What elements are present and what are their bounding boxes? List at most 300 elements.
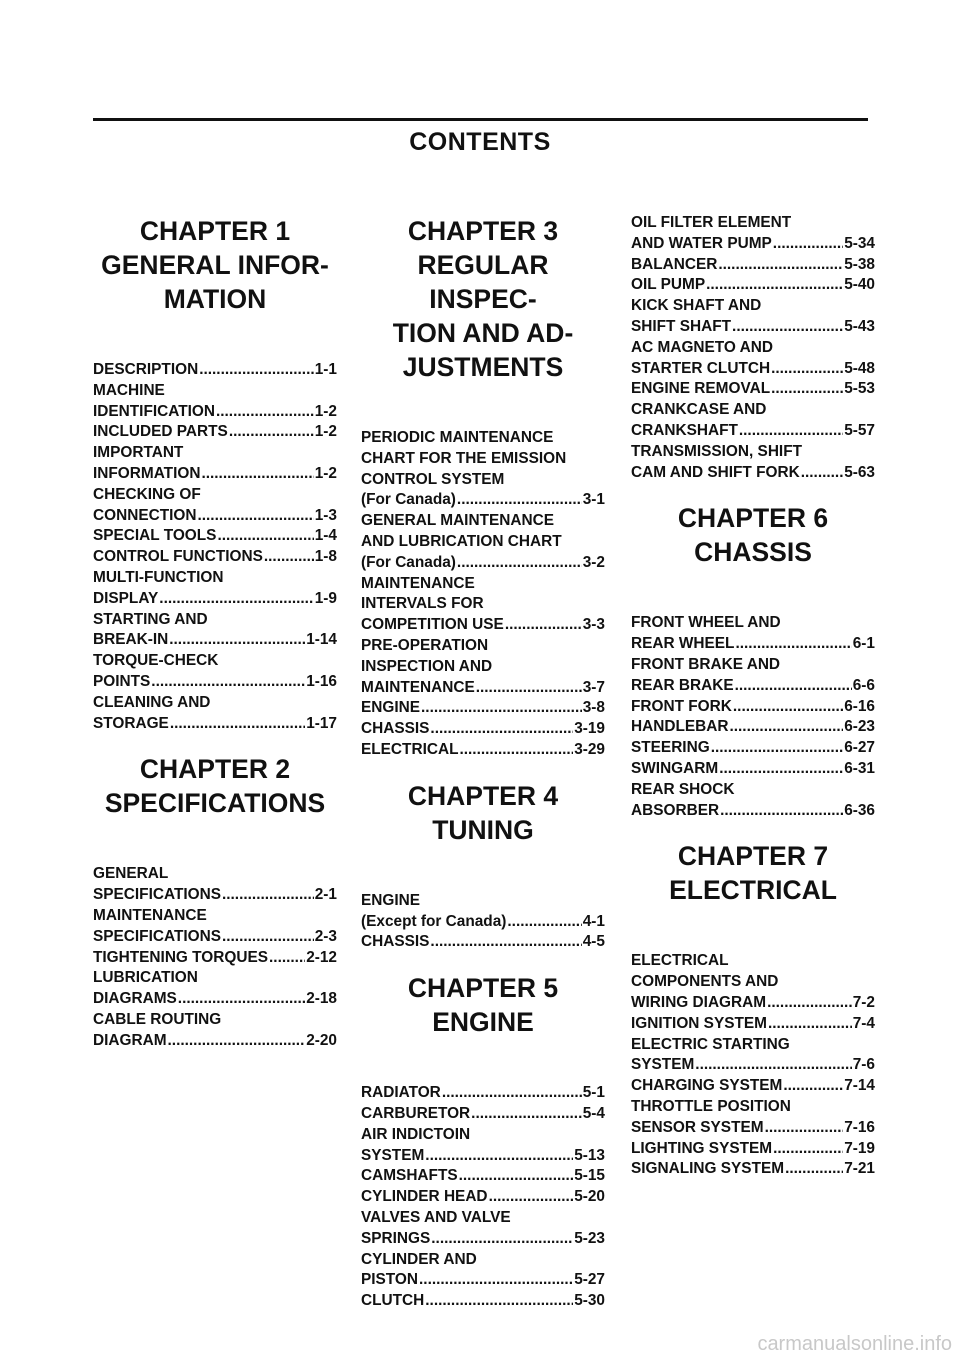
dot-leader	[199, 360, 314, 381]
toc-entry-title-line: KICK SHAFT AND	[631, 297, 762, 315]
toc-entry-last-line	[93, 547, 337, 568]
dot-leader	[695, 1055, 851, 1076]
toc-page-number: 1-16	[306, 672, 337, 690]
chapter-heading-line: TUNING	[432, 814, 534, 845]
toc-page-number: 7-4	[852, 1014, 875, 1032]
toc-entry-last-line	[361, 740, 605, 761]
toc-entry-last-line	[631, 993, 875, 1014]
dot-leader	[457, 553, 582, 574]
dot-leader	[711, 738, 844, 759]
toc-entry-last-line	[631, 1118, 875, 1139]
dot-leader	[169, 630, 305, 651]
toc-entry-last-line	[361, 615, 605, 636]
toc-entry-title-line: AC MAGNETO AND	[631, 338, 773, 356]
dot-leader	[430, 719, 573, 740]
toc-entry[interactable]	[631, 1076, 875, 1097]
toc-entry[interactable]	[361, 1083, 605, 1104]
toc-entry[interactable]	[93, 547, 337, 568]
toc-entry-title-line: ELECTRIC STARTING	[631, 1035, 790, 1053]
toc-entry-title-line: BALANCER	[631, 255, 718, 273]
toc-entry-title-line: REAR BRAKE	[631, 676, 734, 694]
chapter-heading-line: REGULAR INSPEC-	[417, 250, 549, 314]
chapter-heading	[361, 779, 605, 847]
dot-leader	[217, 526, 313, 547]
toc-entry[interactable]	[93, 693, 337, 735]
toc-entry[interactable]	[631, 379, 875, 400]
toc-entry-last-line	[361, 1083, 605, 1104]
top-rule	[93, 118, 868, 121]
chapter-heading-line: CHAPTER 2	[139, 754, 291, 785]
dot-leader	[735, 634, 851, 655]
chapter-heading	[93, 214, 337, 316]
toc-entry[interactable]	[631, 738, 875, 759]
toc-entry-last-line	[631, 1139, 875, 1160]
toc-entry[interactable]	[631, 255, 875, 276]
dot-leader	[222, 927, 314, 948]
toc-entry-title-line: CHECKING OF	[93, 485, 201, 503]
toc-entry[interactable]	[361, 1250, 605, 1292]
toc-entry-title-line: AND LUBRICATION CHART	[361, 532, 562, 550]
toc-entry-last-line	[93, 589, 337, 610]
toc-entry-title-line: FRONT WHEEL AND	[631, 614, 781, 632]
toc-entry-title-line: SPECIFICATIONS	[93, 927, 221, 945]
dot-leader	[785, 1159, 843, 1180]
toc-entry-last-line	[93, 927, 337, 948]
toc-page-number: 1-14	[306, 631, 337, 649]
toc-entry-last-line	[361, 1187, 605, 1208]
chapter-heading-line: ENGINE	[432, 1007, 534, 1038]
toc-entry-title-line: TIGHTENING TORQUES	[93, 948, 269, 966]
chapter-heading	[631, 839, 875, 907]
toc-entry-last-line	[631, 634, 875, 655]
toc-entry-last-line	[361, 932, 605, 953]
dot-leader	[507, 912, 581, 933]
toc-entry-last-line	[93, 1031, 337, 1052]
toc-entry-title-line: CAM AND SHIFT FORK	[631, 463, 800, 481]
toc-page-number: 4-5	[582, 933, 605, 951]
dot-leader	[229, 422, 314, 443]
toc-page-number: 5-34	[844, 234, 875, 252]
toc-entry[interactable]	[93, 610, 337, 652]
toc-entry-title-line: IDENTIFICATION	[93, 402, 215, 420]
toc-entry-last-line	[361, 698, 605, 719]
chapter-heading-line: CHAPTER 4	[407, 780, 559, 811]
toc-page-number: 6-16	[844, 697, 875, 715]
toc-page-number: 1-2	[314, 423, 337, 441]
dot-leader	[720, 801, 843, 822]
toc-entry-title-line: INFORMATION	[93, 464, 201, 482]
toc-entry[interactable]	[631, 275, 875, 296]
toc-entry[interactable]	[631, 1035, 875, 1077]
toc-entry-title-line: BREAK-IN	[93, 631, 169, 649]
toc-entry[interactable]	[631, 338, 875, 380]
toc-entry-title-line: REAR WHEEL	[631, 635, 735, 653]
toc-page-number: 5-23	[574, 1229, 605, 1247]
toc-entry-title-line: STARTER CLUTCH	[631, 359, 771, 377]
toc-page-number: 2-20	[306, 1031, 337, 1049]
toc-entry-title-line: FRONT FORK	[631, 697, 732, 715]
toc-entry[interactable]	[93, 360, 337, 381]
dot-leader	[178, 989, 305, 1010]
toc-entry-title-line: INCLUDED PARTS	[93, 423, 228, 441]
toc-entry-title-line: DESCRIPTION	[93, 361, 199, 378]
toc-entry-title-line: SENSOR SYSTEM	[631, 1118, 764, 1136]
toc-entry-last-line	[93, 989, 337, 1010]
toc-entry-title-line: SWINGARM	[631, 759, 719, 777]
toc-page-number: 7-6	[852, 1056, 875, 1074]
toc-entry-title-line: CHASSIS	[361, 720, 430, 738]
toc-page-number: 1-1	[314, 361, 337, 378]
toc-entry[interactable]	[361, 428, 605, 511]
toc-entry-last-line	[361, 490, 605, 511]
dot-leader	[159, 589, 313, 610]
toc-entry-title-line: ELECTRICAL	[631, 952, 729, 970]
dot-leader	[459, 740, 573, 761]
toc-entry[interactable]	[631, 613, 875, 655]
toc-entry-last-line	[361, 719, 605, 740]
dot-leader	[505, 615, 582, 636]
toc-entry[interactable]	[361, 1291, 605, 1312]
dot-leader	[419, 1270, 573, 1291]
toc-entry-last-line	[631, 676, 875, 697]
toc-entry[interactable]	[361, 1208, 605, 1250]
toc-entry-last-line	[361, 1146, 605, 1167]
toc-page-number: 5-1	[582, 1084, 605, 1102]
toc-entry-last-line	[93, 630, 337, 651]
toc-entry-title-line: DISPLAY	[93, 589, 159, 607]
toc-entry-title-line: CAMSHAFTS	[361, 1167, 458, 1185]
toc-entry-title-line: CABLE ROUTING	[93, 1010, 222, 1028]
toc-entry-title-line: SYSTEM	[631, 1056, 695, 1074]
toc-entry-title-line: CLUTCH	[361, 1292, 425, 1310]
toc-entry-title-line: SPRINGS	[361, 1229, 431, 1247]
dot-leader	[222, 885, 314, 906]
toc-entry-title-line: CHASSIS	[361, 933, 430, 951]
toc-entry-title-line: COMPETITION USE	[361, 616, 504, 634]
toc-entry-title-line: MAINTENANCE	[361, 678, 475, 696]
dot-leader	[442, 1083, 582, 1104]
toc-entry-title-line: INSPECTION AND	[361, 657, 493, 675]
toc-entry-last-line	[361, 912, 605, 933]
toc-column-1	[93, 196, 337, 1052]
toc-entry[interactable]	[631, 442, 875, 484]
toc-page-number: 5-38	[844, 255, 875, 273]
toc-entry-title-line: VALVES AND VALVE	[361, 1208, 511, 1226]
toc-entry[interactable]	[93, 485, 337, 527]
toc-entry-title-line: CHART FOR THE EMISSION	[361, 449, 567, 467]
toc-entry-last-line	[93, 885, 337, 906]
dot-leader	[431, 1229, 573, 1250]
toc-list	[93, 360, 337, 734]
toc-entry-title-line: CONNECTION	[93, 506, 197, 524]
toc-entry-last-line	[93, 402, 337, 423]
toc-entry[interactable]	[93, 948, 337, 969]
chapter-heading-line: TION AND AD-	[392, 318, 574, 348]
toc-entry[interactable]	[631, 759, 875, 780]
dot-leader	[771, 379, 843, 400]
toc-entry[interactable]	[361, 636, 605, 698]
toc-entry-title-line: CONTROL FUNCTIONS	[93, 548, 263, 566]
toc-entry-last-line	[361, 1270, 605, 1291]
dot-leader	[783, 1076, 843, 1097]
dot-leader	[765, 1118, 844, 1139]
dot-leader	[151, 672, 305, 693]
chapter-heading-line: ELECTRICAL	[669, 875, 837, 906]
toc-page-number: 3-3	[582, 616, 605, 634]
chapter-heading-line: CHASSIS	[694, 537, 812, 568]
toc-list	[361, 1083, 605, 1312]
toc-entry[interactable]	[93, 381, 337, 423]
dot-leader	[718, 255, 843, 276]
toc-page-number: 6-27	[844, 739, 875, 757]
dot-leader	[773, 234, 843, 255]
toc-page-number: 7-21	[844, 1160, 875, 1178]
toc-entry-last-line	[361, 678, 605, 699]
dot-leader	[425, 1291, 573, 1312]
toc-entry[interactable]	[631, 1139, 875, 1160]
toc-entry-title-line: SHIFT SHAFT	[631, 317, 732, 335]
toc-entry[interactable]	[631, 1159, 875, 1180]
toc-entry-title-line: FRONT BRAKE AND	[631, 655, 781, 673]
toc-entry[interactable]	[93, 968, 337, 1010]
toc-entry-title-line: STORAGE	[93, 714, 169, 732]
toc-entry[interactable]	[361, 1187, 605, 1208]
toc-entry-last-line	[631, 421, 875, 442]
toc-page-number: 5-27	[574, 1271, 605, 1289]
chapter-heading-line: MATION	[163, 284, 267, 314]
toc-entry[interactable]	[631, 296, 875, 338]
toc-page-number: 6-1	[852, 635, 875, 653]
toc-entry-title-line: MAINTENANCE	[361, 574, 475, 592]
dot-leader	[801, 463, 843, 484]
toc-entry-last-line	[631, 275, 875, 296]
toc-page-number: 1-4	[314, 527, 337, 545]
toc-page-number: 6-31	[844, 759, 875, 777]
toc-page-number: 5-43	[844, 317, 875, 335]
toc-entry-last-line	[93, 714, 337, 735]
toc-page-number: 5-40	[844, 276, 875, 294]
toc-entry-title-line: STARTING AND	[93, 610, 208, 628]
toc-entry-title-line: (For Canada)	[361, 491, 456, 509]
toc-entry-title-line: CLEANING AND	[93, 693, 211, 711]
toc-entry[interactable]	[361, 1125, 605, 1167]
dot-leader	[459, 1166, 574, 1187]
toc-entry[interactable]	[93, 443, 337, 485]
toc-entry-title-line: REAR SHOCK	[631, 780, 735, 798]
toc-entry-title-line: SPECIFICATIONS	[93, 886, 221, 904]
toc-entry-title-line: WIRING DIAGRAM	[631, 993, 767, 1011]
toc-entry[interactable]	[631, 951, 875, 1013]
dot-leader	[767, 993, 852, 1014]
toc-entry-title-line: GENERAL MAINTENANCE	[361, 512, 554, 530]
dot-leader	[739, 421, 843, 442]
toc-entry[interactable]	[93, 906, 337, 948]
toc-page-number: 5-53	[844, 380, 875, 398]
toc-entry-last-line	[631, 759, 875, 780]
toc-entry-title-line: MAINTENANCE	[93, 906, 207, 924]
toc-entry-title-line: GENERAL	[93, 865, 169, 883]
toc-entry[interactable]	[361, 1166, 605, 1187]
toc-column-2	[361, 196, 605, 1312]
toc-page-number: 5-4	[582, 1104, 605, 1122]
toc-entry-last-line	[631, 359, 875, 380]
toc-entry[interactable]	[361, 574, 605, 636]
dot-leader	[773, 1139, 843, 1160]
toc-column-3	[631, 196, 875, 1180]
dot-leader	[430, 932, 581, 953]
toc-entry-title-line: (Except for Canada)	[361, 912, 507, 930]
toc-entry-last-line	[93, 464, 337, 485]
chapter-heading-line: SPECIFICATIONS	[104, 788, 326, 819]
toc-page-number: 3-8	[582, 699, 605, 717]
toc-entry[interactable]	[631, 213, 875, 255]
toc-page-number: 5-63	[844, 463, 875, 481]
toc-page-number: 5-30	[574, 1292, 605, 1310]
toc-page-number: 6-23	[844, 718, 875, 736]
toc-entry[interactable]	[631, 655, 875, 697]
toc-entry[interactable]	[361, 719, 605, 740]
dot-leader	[425, 1146, 573, 1167]
toc-page-number: 6-6	[852, 676, 875, 694]
toc-list	[361, 428, 605, 761]
toc-list	[361, 891, 605, 953]
toc-entry[interactable]	[93, 422, 337, 443]
toc-entry[interactable]	[93, 651, 337, 693]
chapter-heading-line: GENERAL INFOR-	[101, 250, 329, 280]
dot-leader	[768, 1014, 852, 1035]
toc-page-number: 3-1	[582, 491, 605, 509]
toc-entry[interactable]	[93, 864, 337, 906]
toc-entry-last-line	[93, 948, 337, 969]
chapter-heading-line: CHAPTER 6	[677, 503, 829, 534]
toc-entry-title-line: PERIODIC MAINTENANCE	[361, 429, 554, 446]
toc-page-number: 5-48	[844, 359, 875, 377]
toc-entry[interactable]	[631, 717, 875, 738]
toc-entry-title-line: PISTON	[361, 1271, 419, 1289]
dot-leader	[421, 698, 582, 719]
toc-page-number: 5-57	[844, 421, 875, 439]
toc-entry-title-line: OIL FILTER ELEMENT	[631, 214, 792, 231]
toc-entry[interactable]	[361, 740, 605, 761]
toc-entry-last-line	[93, 360, 337, 381]
toc-entry-title-line: CHARGING SYSTEM	[631, 1077, 783, 1095]
dot-leader	[732, 317, 843, 338]
dot-leader	[771, 359, 843, 380]
toc-entry-title-line: ABSORBER	[631, 801, 720, 819]
toc-entry-title-line: AIR INDICTOIN	[361, 1125, 471, 1143]
toc-entry[interactable]	[93, 568, 337, 610]
toc-page-number: 3-19	[574, 720, 605, 738]
dot-leader	[216, 402, 314, 423]
toc-entry-title-line: ELECTRICAL	[361, 740, 459, 758]
toc-entry[interactable]	[631, 697, 875, 718]
toc-page-number: 1-8	[314, 548, 337, 566]
dot-leader	[457, 490, 582, 511]
toc-entry[interactable]	[631, 400, 875, 442]
toc-page-number: 1-3	[314, 506, 337, 524]
dot-leader	[168, 1031, 306, 1052]
toc-entry-title-line: LUBRICATION	[93, 969, 198, 987]
toc-page-number: 3-7	[582, 678, 605, 696]
toc-entry-title-line: DIAGRAM	[93, 1031, 167, 1049]
toc-page-number: 3-2	[582, 553, 605, 571]
toc-entry-title-line: LIGHTING SYSTEM	[631, 1139, 773, 1157]
toc-page-number: 1-2	[314, 402, 337, 420]
toc-entry-title-line: INTERVALS FOR	[361, 595, 484, 613]
toc-entry-title-line: CONTROL SYSTEM	[361, 470, 505, 488]
toc-page-number: 2-12	[306, 948, 337, 966]
toc-entry-title-line: PRE-OPERATION	[361, 636, 489, 654]
toc-entry-last-line	[631, 255, 875, 276]
toc-entry[interactable]	[361, 1104, 605, 1125]
toc-entry-title-line: SIGNALING SYSTEM	[631, 1160, 785, 1178]
chapter-heading	[361, 971, 605, 1039]
toc-entry[interactable]	[631, 780, 875, 822]
toc-page-number: 2-3	[314, 927, 337, 945]
dot-leader	[170, 714, 305, 735]
toc-entry-last-line	[631, 738, 875, 759]
toc-entry-last-line	[631, 717, 875, 738]
toc-page-number: 5-15	[574, 1167, 605, 1185]
toc-list	[631, 951, 875, 1180]
toc-entry-last-line	[93, 526, 337, 547]
toc-entry-last-line	[631, 234, 875, 255]
toc-entry-title-line: CRANKCASE AND	[631, 401, 767, 419]
toc-entry[interactable]	[361, 511, 605, 573]
toc-page-number: 5-20	[574, 1188, 605, 1206]
toc-entry-title-line: MACHINE	[93, 381, 165, 399]
chapter-heading-line: JUSTMENTS	[402, 352, 564, 382]
chapter-heading-line: CHAPTER 3	[407, 216, 559, 246]
toc-entry[interactable]	[361, 891, 605, 933]
toc-list	[631, 613, 875, 821]
toc-entry-last-line	[631, 463, 875, 484]
toc-entry[interactable]	[631, 1097, 875, 1139]
toc-entry[interactable]	[631, 1014, 875, 1035]
dot-leader	[733, 697, 843, 718]
toc-entry-last-line	[631, 379, 875, 400]
toc-entry-title-line: RADIATOR	[361, 1084, 441, 1102]
toc-entry-last-line	[93, 672, 337, 693]
dot-leader	[269, 948, 305, 969]
toc-entry-title-line: SPECIAL TOOLS	[93, 527, 217, 545]
toc-page-number: 4-1	[582, 912, 605, 930]
toc-entry-last-line	[631, 317, 875, 338]
dot-leader	[476, 678, 582, 699]
toc-entry[interactable]	[361, 932, 605, 953]
toc-page-number: 1-2	[314, 464, 337, 482]
toc-entry[interactable]	[361, 698, 605, 719]
toc-entry-last-line	[361, 1291, 605, 1312]
toc-entry-last-line	[361, 1229, 605, 1250]
toc-entry-last-line	[631, 1014, 875, 1035]
toc-entry[interactable]	[93, 526, 337, 547]
toc-page-number: 5-13	[574, 1146, 605, 1164]
toc-entry-title-line: POINTS	[93, 672, 151, 690]
toc-entry[interactable]	[93, 1010, 337, 1052]
toc-list	[93, 864, 337, 1051]
dot-leader	[264, 547, 314, 568]
watermark: carmanualsonline.info	[757, 1333, 952, 1355]
toc-entry-last-line	[631, 801, 875, 822]
chapter-heading-line: CHAPTER 7	[677, 841, 829, 872]
toc-entry-title-line: AND WATER PUMP	[631, 234, 772, 252]
toc-entry-last-line	[631, 697, 875, 718]
toc-entry-title-line: OIL PUMP	[631, 276, 706, 294]
toc-entry-title-line: THROTTLE POSITION	[631, 1097, 791, 1115]
toc-entry-last-line	[93, 422, 337, 443]
toc-page-number: 7-2	[852, 993, 875, 1011]
